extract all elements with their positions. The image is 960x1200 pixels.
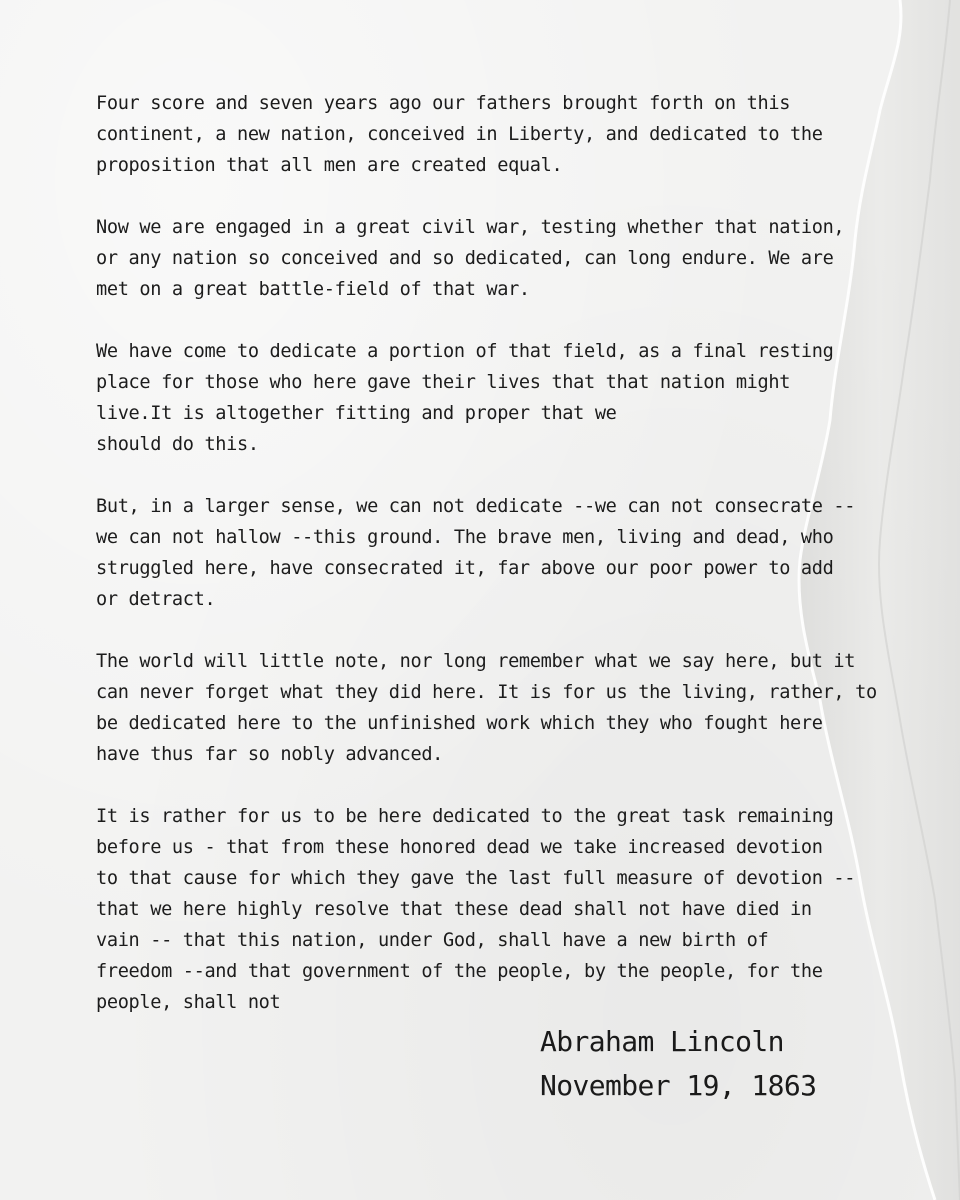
signature-block: [540, 1020, 900, 1108]
paragraph-3: We have come to dedicate a portion of that field, as a final resting place for those who here gave their lives that that nation might live.It is altogether fitting and proper that we should do this.: [96, 341, 834, 455]
paragraph-4: But, in a larger sense, we can not dedicate --we can not consecrate -- we can not hallow --this ground. The brave men, living and dead, who struggled here, have consecrated it, far above our poor power to add or detract.: [96, 496, 856, 610]
paragraph-6: It is rather for us to be here dedicated to the great task remaining before us - that from these honored dead we take increased devotion to that cause for which they gave the last full measure of devotion -- that we here highly resolve that these dead shall not have died in vain -- that this nation, under God, shall have a new birth of freedom --and that government of the people, by the people, for the people, shall not: [96, 806, 856, 1013]
paragraph-1: Four score and seven years ago our fathers brought forth on this continent, a new nation, conceived in Liberty, and dedicated to the proposition that all men are created equal.: [96, 93, 823, 176]
paragraph-2: Now we are engaged in a great civil war, testing whether that nation, or any nation so conceived and so dedicated, can long endure. We are met on a great battle-field of that war.: [96, 217, 845, 300]
speech-text: [96, 88, 896, 1049]
author-name: Abraham Lincoln: [540, 1025, 784, 1058]
speech-date: November 19, 1863: [540, 1069, 817, 1102]
paragraph-5: The world will little note, nor long remember what we say here, but it can never forget what they did here. It is for us the living, rather, to be dedicated here to the unfinished work which they who fought here have thus far so nobly advanced.: [96, 651, 877, 765]
